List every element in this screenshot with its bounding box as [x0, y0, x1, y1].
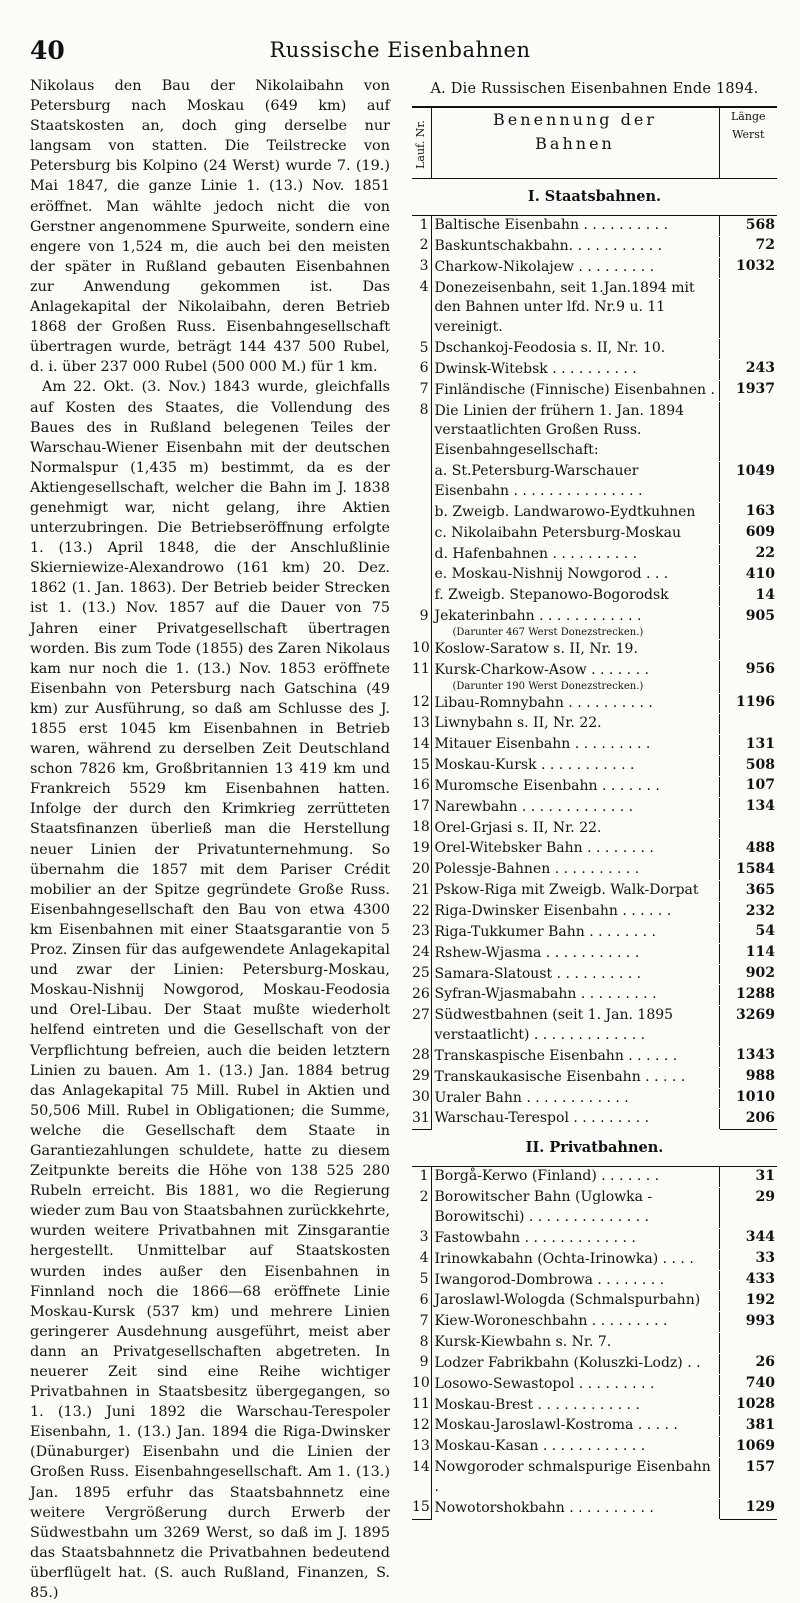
length-werst: 1196	[719, 693, 777, 714]
row-number: 14	[412, 1458, 431, 1499]
table-row	[412, 257, 777, 278]
railway-name-text: Muromsche Eisenbahn . . . . . . .	[434, 777, 660, 794]
railway-name	[431, 216, 719, 237]
table-row	[412, 1437, 777, 1458]
railway-name-text: Finländische (Finnische) Eisenbahnen .	[434, 381, 715, 398]
railway-name-text: Kursk-Charkow-Asow . . . . . . .	[434, 661, 649, 678]
table-row	[412, 1088, 777, 1109]
railway-name	[431, 1353, 719, 1374]
table-row	[412, 1167, 777, 1188]
length-werst: 1069	[719, 1437, 777, 1458]
railway-name-text: Moskau-Kasan . . . . . . . . . . . .	[434, 1438, 646, 1455]
railway-name-text: Kiew-Woroneschbahn . . . . . . . . .	[434, 1313, 668, 1330]
railway-name	[431, 1291, 719, 1312]
row-number	[412, 586, 431, 607]
length-werst	[719, 278, 777, 339]
railway-name	[431, 607, 719, 640]
length-werst: 107	[719, 776, 777, 797]
section-heading-text: I. Staatsbahnen.	[412, 179, 777, 216]
railway-name-text: Liwnybahn s. II, Nr. 22.	[434, 715, 602, 732]
length-werst: 54	[719, 922, 777, 943]
railway-name	[431, 359, 719, 380]
length-werst: 232	[719, 902, 777, 923]
row-number: 7	[412, 380, 431, 401]
railway-name-text: Uraler Bahn . . . . . . . . . . . .	[434, 1089, 629, 1106]
railway-name-text: Mitauer Eisenbahn . . . . . . . . .	[434, 736, 651, 753]
length-werst: 29	[719, 1188, 777, 1229]
table-row	[412, 565, 777, 586]
table-row	[412, 1416, 777, 1437]
table-row	[412, 1067, 777, 1088]
railway-name	[431, 565, 719, 586]
row-number: 21	[412, 881, 431, 902]
table-section-heading	[412, 1130, 777, 1167]
length-werst	[719, 714, 777, 735]
railway-name-text: Riga-Dwinsker Eisenbahn . . . . . .	[434, 903, 672, 919]
row-note: (Darunter 190 Werst Donezstrecken.)	[452, 680, 644, 692]
length-werst: 1584	[719, 860, 777, 881]
running-head: Russische Eisenbahnen	[269, 38, 531, 62]
row-number: 12	[412, 1416, 431, 1437]
table-row	[412, 1188, 777, 1229]
railway-name-text: Polessje-Bahnen . . . . . . . . . .	[434, 861, 640, 878]
row-number: 7	[412, 1312, 431, 1333]
table-row	[412, 544, 777, 565]
body-text-column	[30, 76, 391, 1602]
row-number: 8	[412, 401, 431, 462]
row-number: 3	[412, 1228, 431, 1249]
length-werst: 433	[719, 1270, 777, 1291]
row-number: 8	[412, 1333, 431, 1354]
row-number: 16	[412, 776, 431, 797]
table-row	[412, 216, 777, 237]
railway-name-text: f. Zweigb. Stepanowo-Bogorodsk	[434, 587, 669, 604]
row-number: 30	[412, 1088, 431, 1109]
railway-name-text: Samara-Slatoust . . . . . . . . . .	[434, 965, 642, 982]
railway-table	[412, 106, 777, 1520]
row-number	[412, 523, 431, 544]
length-werst: 114	[719, 943, 777, 964]
table-row	[412, 756, 777, 777]
length-werst: 33	[719, 1249, 777, 1270]
railway-name	[431, 257, 719, 278]
railway-name-text: Koslow-Saratow s. II, Nr. 19.	[434, 640, 638, 657]
railway-name-text: Rshew-Wjasma . . . . . . . . . . .	[434, 944, 640, 961]
railway-name	[431, 1109, 719, 1130]
railway-name	[431, 278, 719, 339]
row-number: 9	[412, 607, 431, 640]
railway-name-text: Baltische Eisenbahn . . . . . . . . . .	[434, 217, 669, 233]
railway-name	[431, 401, 719, 462]
railway-name	[431, 1333, 719, 1354]
length-werst: 26	[719, 1353, 777, 1374]
railway-name-text: Transkaukasische Eisenbahn . . . . .	[434, 1068, 686, 1085]
table-row	[412, 1291, 777, 1312]
length-werst: 902	[719, 964, 777, 985]
length-werst: 1028	[719, 1395, 777, 1416]
railway-name-text: Fastowbahn . . . . . . . . . . . . .	[434, 1229, 636, 1246]
railway-name-text: Kursk-Kiewbahn s. Nr. 7.	[434, 1334, 612, 1351]
railway-name-text: Dwinsk-Witebsk . . . . . . . . . .	[434, 360, 637, 377]
railway-name	[431, 797, 719, 818]
railway-name-text: Riga-Tukkumer Bahn . . . . . . . .	[434, 923, 656, 940]
railway-name-text: Warschau-Terespol . . . . . . . . .	[434, 1110, 650, 1127]
railway-name-text: Die Linien der frühern 1. Jan. 1894 verstaatlichten Großen Russ. Eisenbahngesellschaft:	[434, 402, 685, 459]
railway-table-column	[412, 76, 777, 1516]
railway-name	[431, 943, 719, 964]
table-row	[412, 523, 777, 544]
railway-name	[431, 1498, 719, 1519]
table-row	[412, 1333, 777, 1354]
railway-name	[431, 1088, 719, 1109]
length-werst: 1010	[719, 1088, 777, 1109]
length-werst: 72	[719, 236, 777, 257]
row-number: 25	[412, 964, 431, 985]
row-number: 13	[412, 714, 431, 735]
table-row	[412, 1312, 777, 1333]
row-number: 13	[412, 1437, 431, 1458]
row-number: 5	[412, 1270, 431, 1291]
table-row	[412, 902, 777, 923]
railway-name	[431, 1416, 719, 1437]
length-werst: 129	[719, 1498, 777, 1519]
table-row	[412, 1353, 777, 1374]
table-row	[412, 693, 777, 714]
row-number: 6	[412, 1291, 431, 1312]
table-row	[412, 1109, 777, 1130]
railway-name	[431, 1067, 719, 1088]
railway-name	[431, 839, 719, 860]
length-werst: 1288	[719, 985, 777, 1006]
length-werst: 157	[719, 1458, 777, 1499]
railway-name	[431, 1374, 719, 1395]
length-werst: 243	[719, 359, 777, 380]
row-number	[412, 565, 431, 586]
table-row	[412, 818, 777, 839]
railway-name	[431, 544, 719, 565]
table-row	[412, 1249, 777, 1270]
length-werst: 206	[719, 1109, 777, 1130]
table-row	[412, 339, 777, 360]
row-number: 15	[412, 756, 431, 777]
row-note: (Darunter 467 Werst Donezstrecken.)	[452, 626, 644, 638]
length-werst: 192	[719, 1291, 777, 1312]
length-werst: 740	[719, 1374, 777, 1395]
railway-name	[431, 1437, 719, 1458]
table-row	[412, 401, 777, 462]
row-number: 6	[412, 359, 431, 380]
railway-name	[431, 756, 719, 777]
railway-name	[431, 660, 719, 693]
body-paragraph: Am 22. Okt. (3. Nov.) 1843 wurde, gleichfalls auf Kosten des Staates, die Vollendung des Baues des in Rußland belegenen Teiles der Warschau-Wiener Eisenbahn mit der deutschen Normalspur (1,435 m) bestimmt, da es der Aktiengesellschaft, welcher die Bahn im J. 1838 genehmigt war, nicht gelang, ihre Aktien unterzubringen. Die Betriebseröffnung erfolgte 1. (13.) April 1848, die der Anschlußlinie Skierniewize-Alexandrowo (161 km) 20. Dez. 1862 (1. Jan. 1863). Der Betrieb beider Strecken ist 1. (13.) Nov. 1857 auf die Dauer von 75 Jahren einer Privatgesellschaft übertragen worden. Bis zum Tode (1855) des Zaren Nikolaus kam nur noch die 1. (13.) Nov. 1853 eröffnete Eisenbahn von Petersburg nach Gatschina (49 km) zur Ausführung, so daß am Schlusse des J. 1855 erst 1045 km Eisenbahnen in Betrieb waren, während zu derselben Zeit Deutschland schon 7826 km, Großbritannien 13 419 km und Frankreich 5529 km Eisenbahnen hatten. Infolge der durch den Krimkrieg zerrütteten Staatsfinanzen überließ man die Herstellung neuer Linien der Privatunternehmung. So übernahm die 1857 mit dem Pariser Crédit mobilier an der Spitze gegründete Große Russ. Eisenbahngesellschaft den Bau von etwa 4300 km Eisenbahnen mit einer Staatsgarantie von 5 Proz. Zinsen für das aufgewendete Anlagekapital und zwar der Linien: Petersburg-Moskau, Moskau-Nishnij Nowgorod, Moskau-Feodosia und Orel-Libau. Der Staat mußte wiederholt helfend eintreten und die Gesellschaft von der Verpflichtung befreien, auch die beiden letztern Linien zu bauen. Am 1. (13.) Jan. 1884 betrug das Anlagekapital 75 Mill. Rubel in Aktien und 50,506 Mill. Rubel in Obligationen; die Summe, welche die Gesellschaft dem Staate in Garantiezahlungen schuldete, hatte zu diesem Zeitpunkte bereits die Höhe von 138 525 280 Rubeln erreicht. Bis 1881, wo die Regierung wieder zum Bau von Staatsbahnen zurückkehrte, wurden weitere Privatbahnen mit Zinsgarantie hergestellt. Unmittelbar auf Staatskosten wurden indes außer den Eisenbahnen in Finnland noch die 1866—68 eröffnete Linie Moskau-Kursk (537 km) und mehrere Linien geringerer Ausdehnung ausgeführt, meist aber dann an Privatgesellschaften abgetreten. In neuerer Zeit sind eine Reihe wichtiger Privatbahnen in Staatsbesitz übergegangen, so 1. (13.) Juni 1892 die Warschau-Terespoler Eisenbahn, 1. (13.) Jan. 1894 die Riga-Dwinsker (Dünaburger) Eisenbahn und die Linien der Großen Russ. Eisenbahngesellschaft. Am 1. (13.) Jan. 1895 erfuhr das Staatsbahnnetz eine weitere Vergrößerung durch Erwerb der Südwestbahn um 3269 Werst, so daß im J. 1895 das Staatsbahnnetz die Privatbahnen bedeutend überflügelt hat. (S. auch Rußland, Finanzen, S. 85.)	[30, 379, 391, 1602]
section-heading-text: II. Privatbahnen.	[412, 1130, 777, 1167]
table-row	[412, 943, 777, 964]
railway-name-text: Dschankoj-Feodosia s. II, Nr. 10.	[434, 340, 666, 357]
railway-name	[431, 523, 719, 544]
table-row	[412, 1458, 777, 1499]
row-number: 24	[412, 943, 431, 964]
length-werst: 905	[719, 607, 777, 640]
railway-name-text: Südwestbahnen (seit 1. Jan. 1895 verstaatlicht) . . . . . . . . . . . . .	[434, 1007, 674, 1044]
row-number: 29	[412, 1067, 431, 1088]
length-werst: 1343	[719, 1046, 777, 1067]
table-row	[412, 1498, 777, 1519]
railway-name-text: Syfran-Wjasmabahn . . . . . . . . .	[434, 986, 657, 1003]
railway-name	[431, 776, 719, 797]
railway-name	[431, 639, 719, 660]
row-number: 15	[412, 1498, 431, 1519]
table-section-heading	[412, 179, 777, 216]
railway-name	[431, 1395, 719, 1416]
row-number: 1	[412, 216, 431, 237]
railway-name-text: Borowitscher Bahn (Uglowka - Borowitschi) . . . . . . . . . . . . . .	[434, 1189, 653, 1225]
railway-name	[431, 1228, 719, 1249]
table-row	[412, 922, 777, 943]
table-row	[412, 1270, 777, 1291]
row-number: 3	[412, 257, 431, 278]
body-paragraph: Nikolaus den Bau der Nikolaibahn von Petersburg nach Moskau (649 km) auf Staatskosten an, doch ging derselbe nur langsam von statten. Die Teilstrecke von Petersburg bis Kolpino (24 Werst) wurde 7. (19.) Mai 1847, die ganze Linie 1. (13.) Nov. 1851 eröffnet. Man wählte jedoch nicht die von Gerstner angenommene Spurweite, sondern eine engere von 1,524 m, die auch bei den meisten der später in Rußland gebauten Eisenbahnen zur Anwendung gekommen ist. Das Anlagekapital der Nikolaibahn, deren Betrieb 1868 der Großen Russ. Eisenbahngesellschaft übertragen wurde, beträgt 144 437 500 Rubel, d. i. über 237 000 Rubel (500 000 M.) für 1 km.	[30, 78, 390, 376]
railway-name-text: Libau-Romnybahn . . . . . . . . . .	[434, 694, 653, 711]
table-row	[412, 236, 777, 257]
railway-name	[431, 860, 719, 881]
row-number: 17	[412, 797, 431, 818]
row-number: 26	[412, 985, 431, 1006]
railway-name-text: d. Hafenbahnen . . . . . . . . . .	[434, 545, 638, 562]
railway-name	[431, 1312, 719, 1333]
table-row	[412, 1374, 777, 1395]
railway-name	[431, 964, 719, 985]
length-werst: 31	[719, 1167, 777, 1188]
row-number: 28	[412, 1046, 431, 1067]
row-number	[412, 544, 431, 565]
railway-name	[431, 236, 719, 257]
row-number: 19	[412, 839, 431, 860]
railway-name-text: e. Moskau-Nishnij Nowgorod . . .	[434, 566, 669, 583]
railway-name-text: Pskow-Riga mit Zweigb. Walk-Dorpat	[434, 882, 699, 899]
col-header-name: Benennung der Bahnen	[431, 107, 719, 179]
railway-name	[431, 1006, 719, 1047]
table-row	[412, 839, 777, 860]
row-number: 18	[412, 818, 431, 839]
length-werst: 22	[719, 544, 777, 565]
railway-name	[431, 693, 719, 714]
table-row	[412, 278, 777, 339]
table-row	[412, 1046, 777, 1067]
length-werst: 381	[719, 1416, 777, 1437]
railway-name-text: Irinowkabahn (Ochta-Irinowka) . . . .	[434, 1250, 694, 1267]
railway-name-text: Transkaspische Eisenbahn . . . . . .	[434, 1047, 678, 1064]
table-row	[412, 380, 777, 401]
table-row	[412, 881, 777, 902]
railway-name	[431, 922, 719, 943]
length-werst: 1032	[719, 257, 777, 278]
page-number: 40	[30, 36, 65, 65]
railway-name-text: Baskuntschakbahn. . . . . . . . . . .	[434, 237, 663, 254]
railway-name-text: Nowgoroder schmalspurige Eisenbahn .	[434, 1459, 711, 1495]
table-row	[412, 660, 777, 693]
length-werst: 163	[719, 502, 777, 523]
table-row	[412, 797, 777, 818]
railway-name-text: Nowotorshokbahn . . . . . . . . . .	[434, 1499, 654, 1516]
row-number: 9	[412, 1353, 431, 1374]
length-werst	[719, 639, 777, 660]
row-number: 31	[412, 1109, 431, 1130]
railway-name-text: Lodzer Fabrikbahn (Koluszki-Lodz) . .	[434, 1354, 701, 1371]
railway-name-text: Orel-Grjasi s. II, Nr. 22.	[434, 819, 602, 836]
length-werst: 508	[719, 756, 777, 777]
railway-name	[431, 586, 719, 607]
railway-name-text: Orel-Witebsker Bahn . . . . . . . .	[434, 840, 654, 857]
railway-name	[431, 714, 719, 735]
length-werst	[719, 339, 777, 360]
table-row	[412, 714, 777, 735]
railway-name	[431, 1046, 719, 1067]
row-number: 4	[412, 1249, 431, 1270]
row-number	[412, 502, 431, 523]
railway-name	[431, 902, 719, 923]
railway-name	[431, 462, 719, 503]
length-werst	[719, 1333, 777, 1354]
length-werst: 1049	[719, 462, 777, 503]
table-row	[412, 502, 777, 523]
railway-name	[431, 1188, 719, 1229]
row-number: 12	[412, 693, 431, 714]
table-row	[412, 1228, 777, 1249]
row-number: 22	[412, 902, 431, 923]
table-row	[412, 359, 777, 380]
railway-name	[431, 1249, 719, 1270]
row-number: 14	[412, 735, 431, 756]
length-werst: 365	[719, 881, 777, 902]
railway-name-text: Borgå-Kerwo (Finland) . . . . . . .	[434, 1168, 660, 1185]
railway-name-text: Losowo-Sewastopol . . . . . . . . .	[434, 1375, 655, 1392]
row-number: 11	[412, 1395, 431, 1416]
railway-name-text: Iwangorod-Dombrowa . . . . . . . .	[434, 1271, 665, 1288]
table-row	[412, 1395, 777, 1416]
row-number: 10	[412, 1374, 431, 1395]
row-number: 5	[412, 339, 431, 360]
length-werst: 993	[719, 1312, 777, 1333]
row-number: 1	[412, 1167, 431, 1188]
length-werst: 3269	[719, 1006, 777, 1047]
length-werst: 344	[719, 1228, 777, 1249]
row-number: 2	[412, 1188, 431, 1229]
railway-name-text: Jekaterinbahn . . . . . . . . . . . .	[434, 608, 642, 625]
length-werst: 956	[719, 660, 777, 693]
row-number: 20	[412, 860, 431, 881]
railway-name	[431, 735, 719, 756]
railway-name	[431, 1270, 719, 1291]
length-werst: 410	[719, 565, 777, 586]
length-werst: 14	[719, 586, 777, 607]
table-row	[412, 639, 777, 660]
length-werst: 609	[719, 523, 777, 544]
table-title: A. Die Russischen Eisenbahnen Ende 1894.	[430, 81, 759, 97]
row-number: 4	[412, 278, 431, 339]
table-row	[412, 964, 777, 985]
table-row	[412, 776, 777, 797]
railway-name	[431, 1458, 719, 1499]
length-werst: 488	[719, 839, 777, 860]
row-number: 23	[412, 922, 431, 943]
railway-name	[431, 339, 719, 360]
row-number: 27	[412, 1006, 431, 1047]
railway-name	[431, 502, 719, 523]
railway-name-text: Narewbahn . . . . . . . . . . . . .	[434, 798, 634, 815]
length-werst: 988	[719, 1067, 777, 1088]
railway-name-text: Moskau-Kursk . . . . . . . . . . .	[434, 757, 635, 774]
length-werst: 134	[719, 797, 777, 818]
col-header-length: Länge Werst	[719, 107, 777, 179]
table-row	[412, 860, 777, 881]
row-number: 11	[412, 660, 431, 693]
table-row	[412, 1006, 777, 1047]
railway-name-text: Donezeisenbahn, seit 1.Jan.1894 mit den Bahnen unter lfd. Nr.9 u. 11 vereinigt.	[434, 279, 695, 336]
length-werst	[719, 818, 777, 839]
railway-name-text: c. Nikolaibahn Petersburg-Moskau	[434, 524, 681, 541]
railway-name-text: Moskau-Brest . . . . . . . . . . . .	[434, 1396, 640, 1413]
length-werst: 1937	[719, 380, 777, 401]
railway-name	[431, 881, 719, 902]
length-werst: 568	[719, 216, 777, 237]
row-number	[412, 462, 431, 503]
page-header	[30, 36, 770, 72]
railway-name	[431, 1167, 719, 1188]
table-row	[412, 735, 777, 756]
railway-name-text: Moskau-Jaroslawl-Kostroma . . . . .	[434, 1417, 678, 1434]
table-row	[412, 985, 777, 1006]
railway-name-text: a. St.Petersburg-Warschauer Eisenbahn . . . . . . . . . . . . . . .	[434, 463, 643, 499]
length-werst	[719, 401, 777, 462]
table-row	[412, 607, 777, 640]
row-number: 10	[412, 639, 431, 660]
railway-name	[431, 985, 719, 1006]
length-werst: 131	[719, 735, 777, 756]
railway-name-text: Jaroslawl-Wologda (Schmalspurbahn)	[434, 1292, 701, 1309]
railway-name-text: b. Zweigb. Landwarowo-Eydtkuhnen	[434, 503, 696, 520]
row-number: 2	[412, 236, 431, 257]
col-header-number: Lauf. Nr.	[412, 107, 431, 179]
railway-name	[431, 818, 719, 839]
table-row	[412, 462, 777, 503]
railway-name	[431, 380, 719, 401]
railway-name-text: Charkow-Nikolajew . . . . . . . . .	[434, 258, 655, 275]
table-row	[412, 586, 777, 607]
